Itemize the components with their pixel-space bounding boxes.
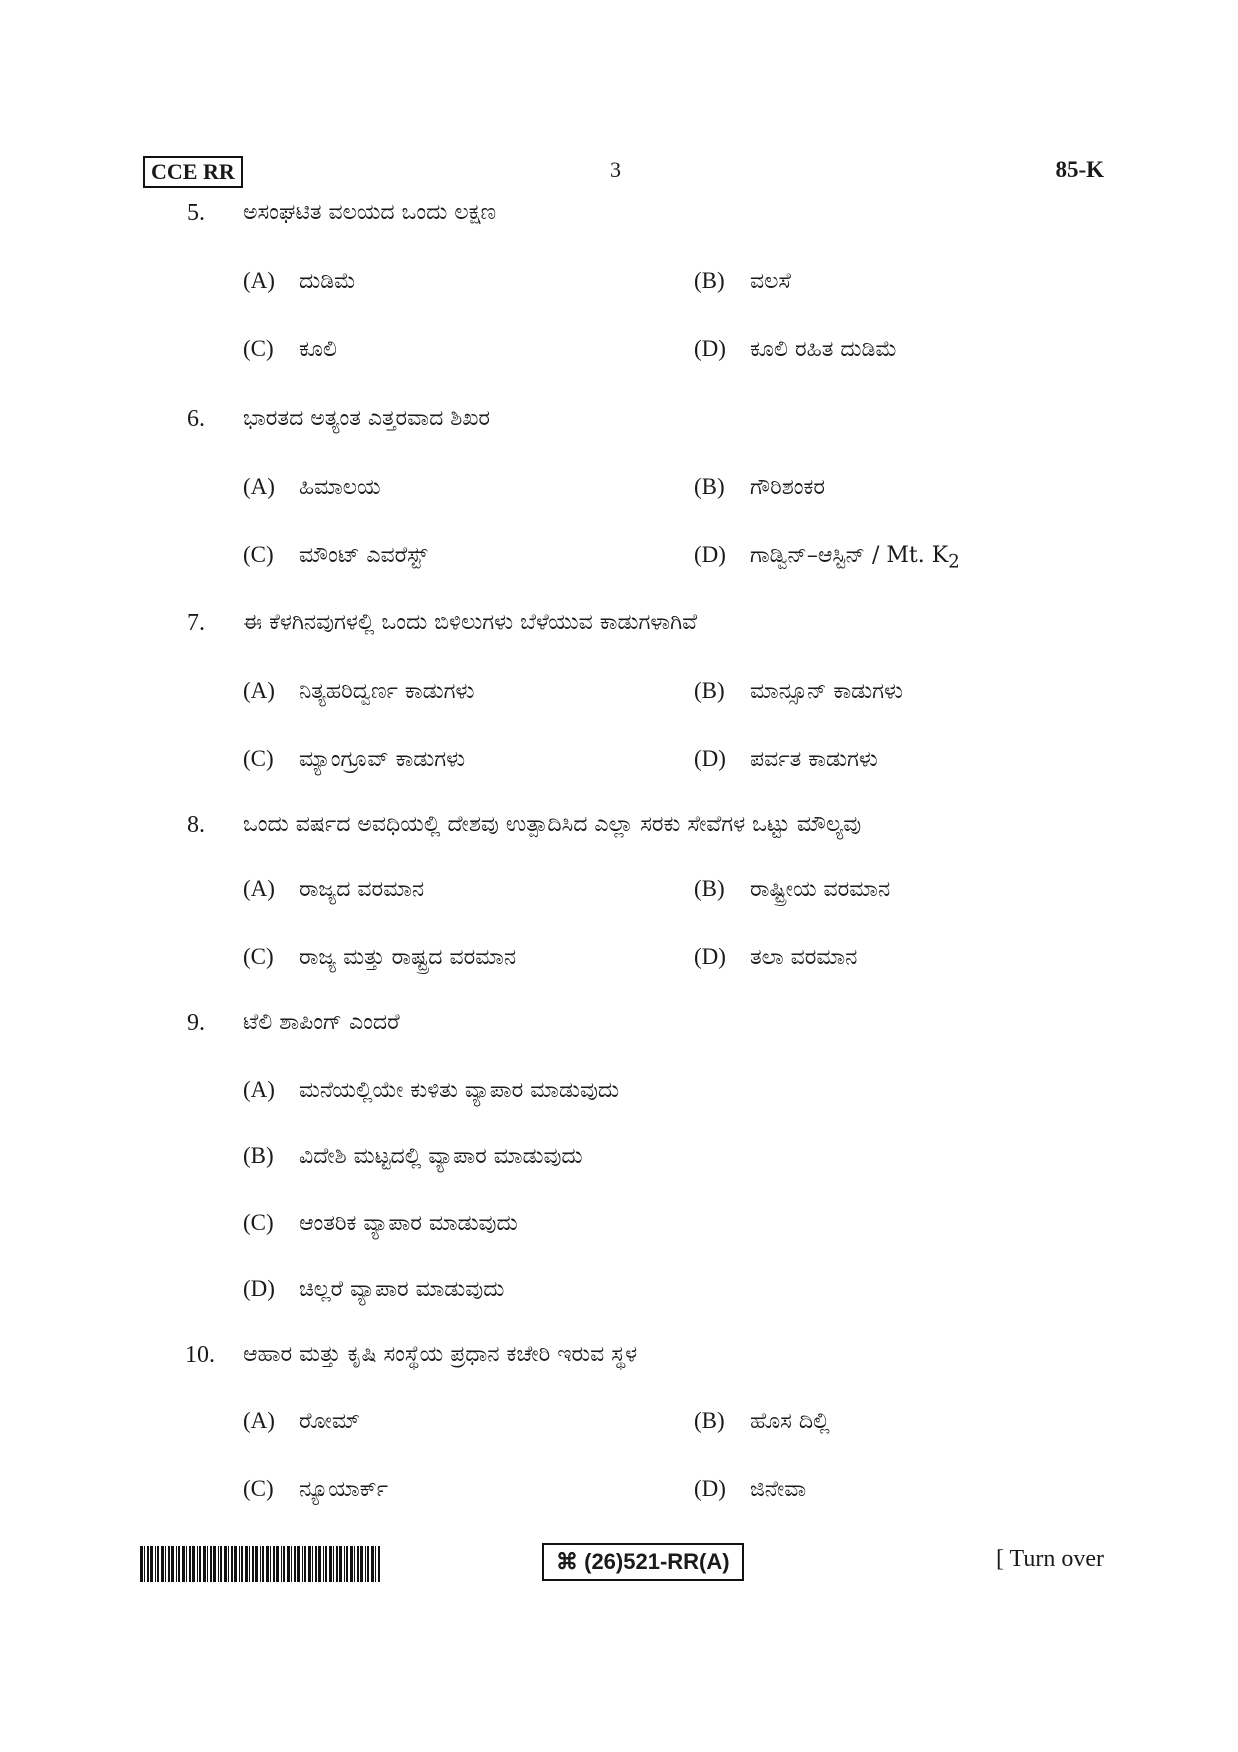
option-text: ರಾಜ್ಯ ಮತ್ತು ರಾಷ್ಟ್ರದ ವರಮಾನ xyxy=(299,945,517,970)
option-label: (C) xyxy=(243,542,274,567)
option-d xyxy=(694,542,960,572)
option-text: ಜಿನೇವಾ xyxy=(750,1477,807,1502)
question-number: 5. xyxy=(187,200,205,226)
option-text: ಪರ್ವತ ಕಾಡುಗಳು xyxy=(750,747,878,772)
option-label: (D) xyxy=(694,746,726,771)
option-label: (C) xyxy=(243,944,274,969)
barcode-image xyxy=(140,1546,382,1582)
option-text: ಗೌರಿಶಂಕರ xyxy=(750,475,826,500)
question-number: 10. xyxy=(185,1342,215,1368)
option-text: ಆಂತರಿಕ ವ್ಯಾಪಾರ ಮಾಡುವುದು xyxy=(299,1211,518,1236)
option-text: ಹೊಸ ದಿಲ್ಲಿ xyxy=(750,1409,830,1434)
question-text: ಅಸಂಘಟಿತ ವಲಯದ ಒಂದು ಲಕ್ಷಣ xyxy=(243,200,497,225)
option-label: (B) xyxy=(694,268,725,293)
option-label: (D) xyxy=(243,1276,275,1301)
question-number: 8. xyxy=(187,812,205,838)
option-label: (B) xyxy=(243,1143,274,1168)
option-b xyxy=(694,1408,830,1434)
option-text: ಚಿಲ್ಲರೆ ವ್ಯಾಪಾರ ಮಾಡುವುದು xyxy=(299,1277,505,1302)
option-a xyxy=(243,678,474,704)
option-text: ಗಾಡ್ವಿನ್–ಆಸ್ಟಿನ್ / Mt. K xyxy=(750,543,949,568)
booklet-code xyxy=(542,1543,744,1581)
option-c xyxy=(243,336,337,362)
option-a xyxy=(243,1077,619,1103)
option-b xyxy=(694,268,791,294)
option-b xyxy=(243,1143,583,1169)
question-text: ಭಾರತದ ಅತ್ಯಂತ ಎತ್ತರವಾದ ಶಿಖರ xyxy=(243,406,490,431)
option-c xyxy=(243,746,465,772)
option-c xyxy=(243,944,516,970)
option-label: (D) xyxy=(694,542,726,567)
option-label: (B) xyxy=(694,678,725,703)
question-number: 9. xyxy=(187,1010,205,1036)
option-label: (B) xyxy=(694,474,725,499)
option-b xyxy=(694,474,825,500)
option-label: (D) xyxy=(694,336,726,361)
option-label: (A) xyxy=(243,474,275,499)
option-text: ದುಡಿಮೆ xyxy=(299,269,356,294)
question-text: ಒಂದು ವರ್ಷದ ಅವಧಿಯಲ್ಲಿ ದೇಶವು ಉತ್ಪಾದಿಸಿದ ಎಲ್ಲಾ ಸರಕು ಸೇವೆಗಳ ಒಟ್ಟು ಮೌಲ್ಯವು xyxy=(243,812,862,837)
option-label: (A) xyxy=(243,1077,275,1102)
option-text: ರೋಮ್ xyxy=(299,1409,360,1434)
option-label: (D) xyxy=(694,1476,726,1501)
option-d xyxy=(243,1276,504,1302)
option-label: (C) xyxy=(243,746,274,771)
option-text: ಮನೆಯಲ್ಲಿಯೇ ಕುಳಿತು ವ್ಯಾಪಾರ ಮಾಡುವುದು xyxy=(299,1078,620,1103)
question-number: 7. xyxy=(187,610,205,636)
option-text: ರಾಜ್ಯದ ವರಮಾನ xyxy=(299,877,425,902)
question-text: ಆಹಾರ ಮತ್ತು ಕೃಷಿ ಸಂಸ್ಥೆಯ ಪ್ರಧಾನ ಕಚೇರಿ ಇರುವ ಸ್ಥಳ xyxy=(243,1342,638,1367)
question-number: 6. xyxy=(187,406,205,432)
option-label: (A) xyxy=(243,1408,275,1433)
option-label: (A) xyxy=(243,678,275,703)
option-d xyxy=(694,746,878,772)
option-a xyxy=(243,876,424,902)
option-label: (B) xyxy=(694,1408,725,1433)
option-a xyxy=(243,1408,360,1434)
option-label: (B) xyxy=(694,876,725,901)
option-b xyxy=(694,876,890,902)
option-text: ಮಾನ್ಸೂನ್ ಕಾಡುಗಳು xyxy=(750,679,903,704)
question-text: ಟೆಲಿ ಶಾಪಿಂಗ್ ಎಂದರೆ xyxy=(243,1010,400,1035)
option-label: (D) xyxy=(694,944,726,969)
option-c xyxy=(243,1210,518,1236)
option-c xyxy=(243,542,428,568)
header-tag: CCE RR xyxy=(143,156,243,188)
option-d xyxy=(694,944,857,970)
option-text: ವಿದೇಶಿ ಮಟ್ಟದಲ್ಲಿ ವ್ಯಾಪಾರ ಮಾಡುವುದು xyxy=(299,1144,583,1169)
subscript: 2 xyxy=(948,551,960,573)
option-c xyxy=(243,1476,388,1502)
booklet-code-text: (26)521-RR(A) xyxy=(584,1549,730,1574)
option-label: (C) xyxy=(243,336,274,361)
option-text: ಕೂಲಿ ರಹಿತ ದುಡಿಮೆ xyxy=(750,337,898,362)
option-label: (C) xyxy=(243,1210,274,1235)
option-text: ರಾಷ್ಟ್ರೀಯ ವರಮಾನ xyxy=(750,877,891,902)
option-text: ವಲಸೆ xyxy=(750,269,791,294)
option-text: ಮ್ಯಾಂಗ್ರೂವ್ ಕಾಡುಗಳು xyxy=(299,747,466,772)
option-b xyxy=(694,678,903,704)
paper-code: 85-K xyxy=(1055,157,1104,182)
page-number: 3 xyxy=(610,157,621,182)
option-text: ಕೂಲಿ xyxy=(299,337,337,362)
turn-over-note: [ Turn over xyxy=(995,1546,1104,1572)
option-a xyxy=(243,474,381,500)
option-label: (C) xyxy=(243,1476,274,1501)
option-d xyxy=(694,1476,806,1502)
option-d xyxy=(694,336,897,362)
option-text: ನಿತ್ಯಹರಿದ್ವರ್ಣ ಕಾಡುಗಳು xyxy=(299,679,475,704)
option-text: ನ್ಯೂಯಾರ್ಕ್ xyxy=(299,1477,389,1502)
option-label: (A) xyxy=(243,268,275,293)
option-label: (A) xyxy=(243,876,275,901)
option-a xyxy=(243,268,356,294)
question-text: ಈ ಕೆಳಗಿನವುಗಳಲ್ಲಿ ಒಂದು ಬಿಳಿಲುಗಳು ಬೆಳೆಯುವ ಕಾಡುಗಳಾಗಿವೆ xyxy=(243,610,698,635)
option-text: ಮೌಂಟ್ ಎವರೆಸ್ಟ್ xyxy=(299,543,428,568)
booklet-symbol-icon: ⌘ xyxy=(556,1549,578,1574)
option-text: ಹಿಮಾಲಯ xyxy=(299,475,381,500)
option-text: ತಲಾ ವರಮಾನ xyxy=(750,945,858,970)
